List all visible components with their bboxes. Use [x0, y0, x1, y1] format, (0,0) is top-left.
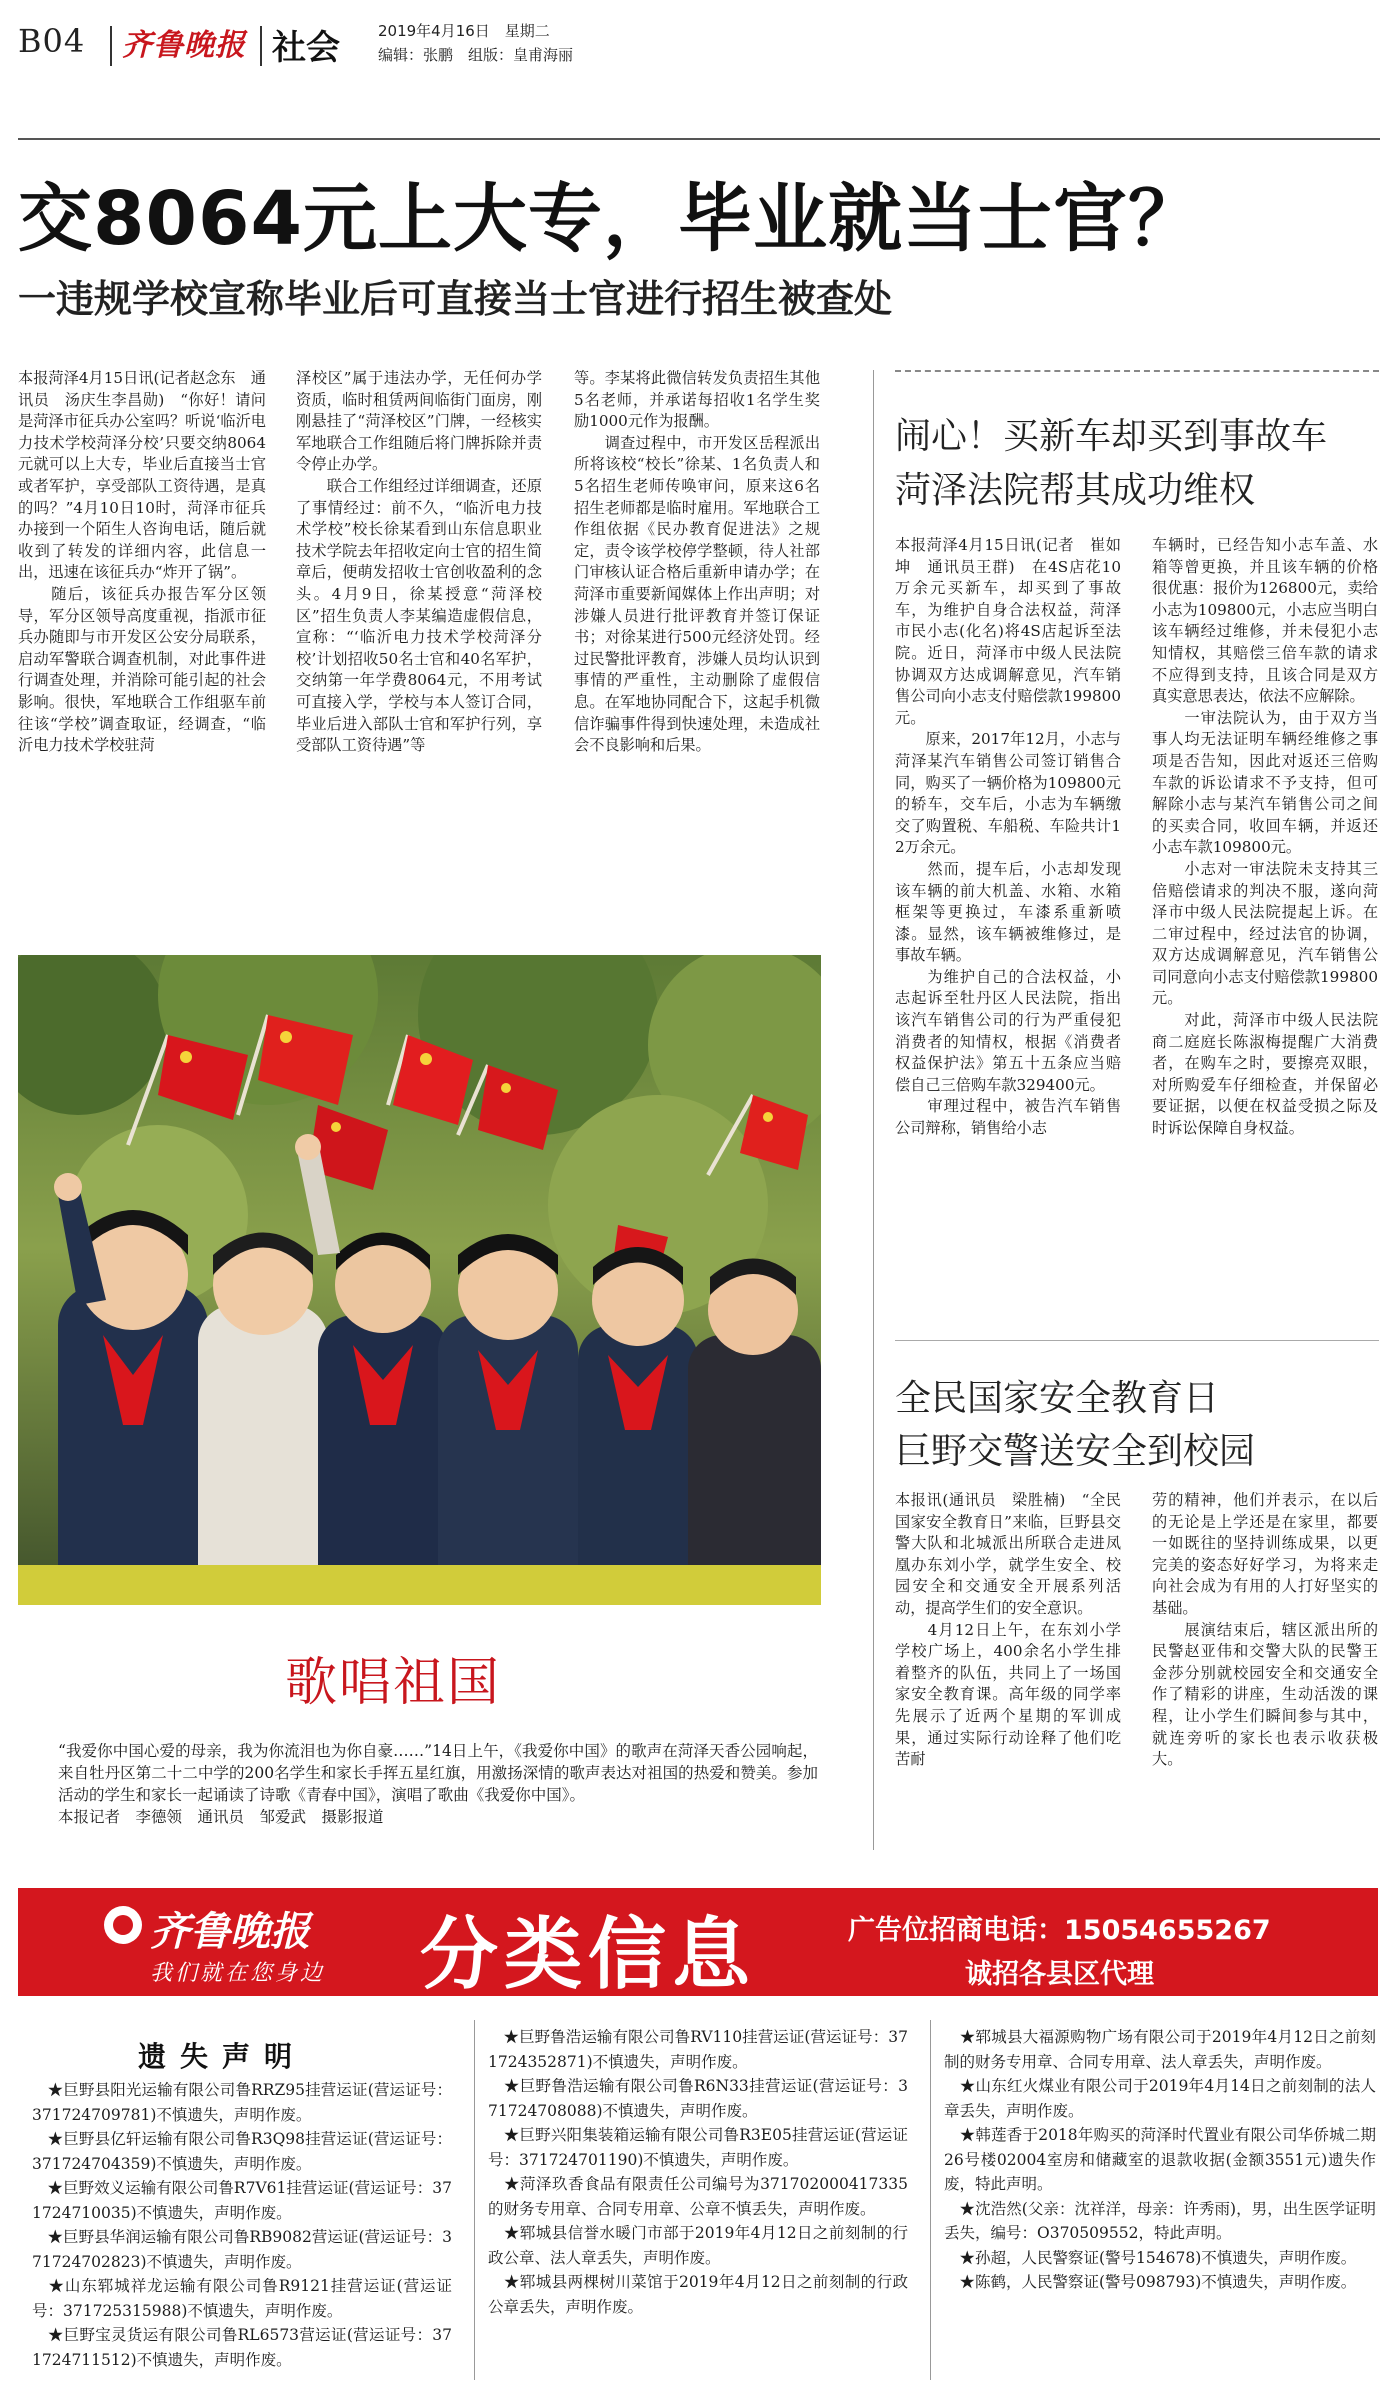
- header-divider: [110, 26, 112, 66]
- classified-slogan: 我们就在您身边: [150, 1961, 326, 1986]
- paper-logo: 齐鲁晚报: [122, 28, 246, 63]
- article2-headline-2: 菏泽法院帮其成功维权: [895, 470, 1256, 511]
- header-rule: [18, 138, 1380, 140]
- photo-illustration: [18, 955, 821, 1605]
- article3-headline-1: 全民国家安全教育日: [895, 1378, 1220, 1419]
- main-article-column-2: 泽校区”属于违法办学，无任何办学资质，临时租赁两间临街门面房，刚刚悬挂了“菏泽校区”门牌，一经核实军地联合工作组随后将门牌拆除并责令停止办学。 联合工作组经过详细调查，还原了事情经过：前不久，“临沂电力技术学校”校长徐某看到山东信息职业技术学院去年招收定向士官的招生简章后，便萌发招收士官创收盈利的念头。4月9日，徐某授意“菏泽校区”招生负责人李某编造虚假信息，宣称：“‘临沂电力技术学校菏泽分校’计划招收50名士官和40名军护，交纳第一年学费8064元，不用考试可直接入学，学校与本人签订合同，毕业后进入部队士官和军护行列，享受部队工资待遇”等: [296, 369, 542, 755]
- article2-column-2: 车辆时，已经告知小志车盖、水箱等曾更换，并且该车辆的价格很优惠：报价为126800元，卖给小志为109800元，小志应当明白该车辆经过维修，并未侵犯小志知情权，其赔偿三倍车款的请求不应得到支持，且该合同是双方真实意思表达，依法不应解除。 一审法院认为，由于双方当事人均无法证明车辆经维修之事项是否告知，因此对返还三倍购车款的诉讼请求不予支持，但可解除小志与某汽车销售公司之间的买卖合同，收回车辆，并返还小志车款109800元。 小志对一审法院未支持其三倍赔偿请求的判决不服，遂向菏泽市中级人民法院提起上诉。在二审过程中，经过法官的协调，双方达成调解意见，汽车销售公司同意向小志支付赔偿款199800元。 对此，菏泽市中级人民法院商二庭庭长陈淑梅提醒广大消费者，在购车之时，要擦亮双眼，对所购爱车仔细检查，并保留必要证据，以便在权益受损之际及时诉讼保障自身权益。: [1152, 536, 1378, 1138]
- ad-phone: 广告位招商电话：15054655267: [848, 1915, 1271, 1946]
- lost-notice-title: 遗失声明: [138, 2040, 307, 2073]
- editor-credit: 编辑：张鹏 组版：皇甫海丽: [378, 46, 574, 64]
- classified-column-1: ★巨野县阳光运输有限公司鲁RRZ95挂营运证(营运证号：371724709781)不慎遗失，声明作废。 ★巨野县亿轩运输有限公司鲁R3Q98挂营运证(营运证号：371724704359)不慎遗失，声明作废。 ★巨野效义运输有限公司鲁R7V61挂营运证(营运证号：371724710035)不慎遗失，声明作废。 ★巨野县华润运输有限公司鲁RB9082营运证(营运证号：371724702823)不慎遗失，声明作废。 ★山东郓城祥龙运输有限公司鲁R9121挂营运证(营运证号：371725315988)不慎遗失，声明作废。 ★巨野宝灵货运有限公司鲁RL6573营运证(营运证号：371724711512)不慎遗失，声明作废。: [32, 2081, 452, 2369]
- classified-column-3: ★郓城县大福源购物广场有限公司于2019年4月12日之前刻制的财务专用章、合同专用章、法人章丢失，声明作废。 ★山东红火煤业有限公司于2019年4月14日之前刻制的法人章丢失，声明作废。 ★韩莲香于2018年购买的菏泽时代置业有限公司华侨城二期26号楼02004室房和储藏室的退款收据(金额3551元)遗失作废，特此声明。 ★沈浩然(父亲：沈祥洋，母亲：许秀雨)，男，出生医学证明丢失，编号：O370509552，特此声明。 ★孙超，人民警察证(警号154678)不慎遗失，声明作废。 ★陈鹤，人民警察证(警号098793)不慎遗失，声明作废。: [944, 2028, 1376, 2291]
- page-number: B04: [18, 22, 86, 60]
- photo-caption: [58, 1740, 818, 1828]
- article3-column-1: 本报讯(通讯员 梁胜楠) “全民国家安全教育日”来临，巨野县交警大队和北城派出所联合走进凤凰办东刘小学，就学生安全、校园安全和交通安全开展系列活动，提高学生们的安全意识。 4月12日上午，在东刘小学学校广场上，400余名小学生排着整齐的队伍，共同上了一场国家安全教育课。高年级的同学率先展示了近两个星期的军训成果，通过实际行动诠释了他们吃苦耐: [895, 1491, 1121, 1769]
- photo-caption-text: “我爱你中国心爱的母亲，我为你流泪也为你自豪……”14日上午，《我爱你中国》的歌声在菏泽天香公园响起，来自牡丹区第二十二中学的200名学生和家长手挥五星红旗，用激扬深情的歌声表达对祖国的热爱和赞美。参加活动的学生和家长一起诵读了诗歌《青春中国》，演唱了歌曲《我爱你中国》。: [58, 1742, 818, 1804]
- article2-column-1: 本报菏泽4月15日讯(记者 崔如坤 通讯员王群) 在4S店花10万余元买新车，却买到了事故车，为维护自身合法权益，菏泽市民小志(化名)将4S店起诉至法院。近日，菏泽市中级人民法院协调双方达成调解意见，汽车销售公司向小志支付赔偿款199800元。 原来，2017年12月，小志与菏泽某汽车销售公司签订销售合同，购买了一辆价格为109800元的轿车，交车后，小志为车辆缴交了购置税、车船税、车险共计12万余元。 然而，提车后，小志却发现该车辆的前大机盖、水箱、水箱框架等更换过，车漆系重新喷漆。显然，该车辆被维修过，是事故车辆。 为维护自己的合法权益，小志起诉至牡丹区人民法院，指出该汽车销售公司的行为严重侵犯消费者的知情权，根据《消费者权益保护法》第五十五条应当赔偿自己三倍购车款329400元。 审理过程中，被告汽车销售公司辩称，销售给小志: [895, 536, 1121, 1138]
- main-headline: 交8064元上大专，毕业就当士官？: [18, 176, 1203, 262]
- agency-recruit: 诚招各县区代理: [965, 1959, 1154, 1990]
- article-divider: [895, 370, 1379, 372]
- classified-title: 分类信息: [420, 1910, 757, 2000]
- article3-column-2: 劳的精神，他们并表示，在以后的无论是上学还是在家里，都要一如既往的坚持训练成果，以更完美的姿态好好学习，为将来走向社会成为有用的人打好坚实的基础。 展演结束后，辖区派出所的民警赵亚伟和交警大队的民警王金莎分别就校园安全和交通安全作了精彩的讲座，生动活泼的课程，让小学生们瞬间参与其中，就连旁听的家长也表示收获极大。: [1152, 1491, 1378, 1769]
- article-divider: [895, 1340, 1379, 1341]
- article3-headline-2: 巨野交警送安全到校园: [895, 1431, 1256, 1472]
- classified-divider: [474, 2020, 475, 2380]
- photo-title: 歌唱祖国: [285, 1653, 502, 1713]
- classified-column-2: ★巨野鲁浩运输有限公司鲁RV110挂营运证(营运证号：371724352871)不慎遗失，声明作废。 ★巨野鲁浩运输有限公司鲁R6N33挂营运证(营运证号：371724708088)不慎遗失，声明作废。 ★巨野兴阳集装箱运输有限公司鲁R3E05挂营运证(营运证号：371724701190)不慎遗失，声明作废。 ★菏泽玖香食品有限责任公司编号为371702000417335的财务专用章、合同专用章、公章不慎丢失，声明作废。 ★郓城县信誉水暖门市部于2019年4月12日之前刻制的行政公章、法人章丢失，声明作废。 ★郓城县两棵树川菜馆于2019年4月12日之前刻制的行政公章丢失，声明作废。: [488, 2028, 908, 2316]
- article2-headline-1: 闹心！买新车却买到事故车: [895, 416, 1328, 457]
- issue-date: 2019年4月16日 星期二: [378, 22, 550, 40]
- main-article-column-1: 本报菏泽4月15日讯(记者赵念东 通讯员 汤庆生李昌勋) “你好！请问是菏泽市征兵办公室吗？听说‘临沂电力技术学校菏泽分校’只要交纳8064元就可以上大专，毕业后直接当士官或者军护，享受部队工资待遇，是真的吗？”4月10日10时，菏泽市征兵办接到一个陌生人咨询电话，随后就收到了转发的详细内容，此信息一出，迅速在该征兵办“炸开了锅”。 随后，该征兵办报告军分区领导，军分区领导高度重视，指派市征兵办随即与市开发区公安分局联系，启动军警联合调查机制，对此事件进行调查处理，并消除可能引起的社会影响。很快，军地联合工作组驱车前往该“学校”调查取证，经调查，“临沂电力技术学校驻菏: [18, 369, 266, 755]
- main-article-column-3: 等。李某将此微信转发负责招生其他5名老师，并承诺每招收1名学生奖励1000元作为报酬。 调查过程中，市开发区岳程派出所将该校“校长”徐某、1名负责人和5名招生老师传唤审问，原来这6名招生老师都是临时雇用。军地联合工作组依据《民办教育促进法》之规定，责令该学校停学整顿，待人社部门审核认证合格后重新申请办学；在菏泽市重要新闻媒体上作出声明；对涉嫌人员进行批评教育并签订保证书；对徐某进行500元经济处罚。经过民警批评教育，涉嫌人员均认识到事情的严重性，主动删除了虚假信息。在军地协同配合下，这起手机微信诈骗事件得到快速处理，未造成社会不良影响和后果。: [574, 369, 820, 755]
- classified-logo: 齐鲁晚报: [150, 1908, 310, 1955]
- photo-credit: 本报记者 李德领 通讯员 邹爱武 摄影报道: [58, 1808, 384, 1826]
- classified-divider: [930, 2020, 931, 2380]
- paper-emblem-icon: [104, 1906, 142, 1944]
- column-divider: [873, 370, 874, 1850]
- header-divider: [260, 26, 262, 66]
- news-photo: [18, 955, 821, 1605]
- section-name: 社会: [272, 28, 340, 68]
- main-subheadline: 一违规学校宣称毕业后可直接当士官进行招生被查处: [18, 277, 893, 321]
